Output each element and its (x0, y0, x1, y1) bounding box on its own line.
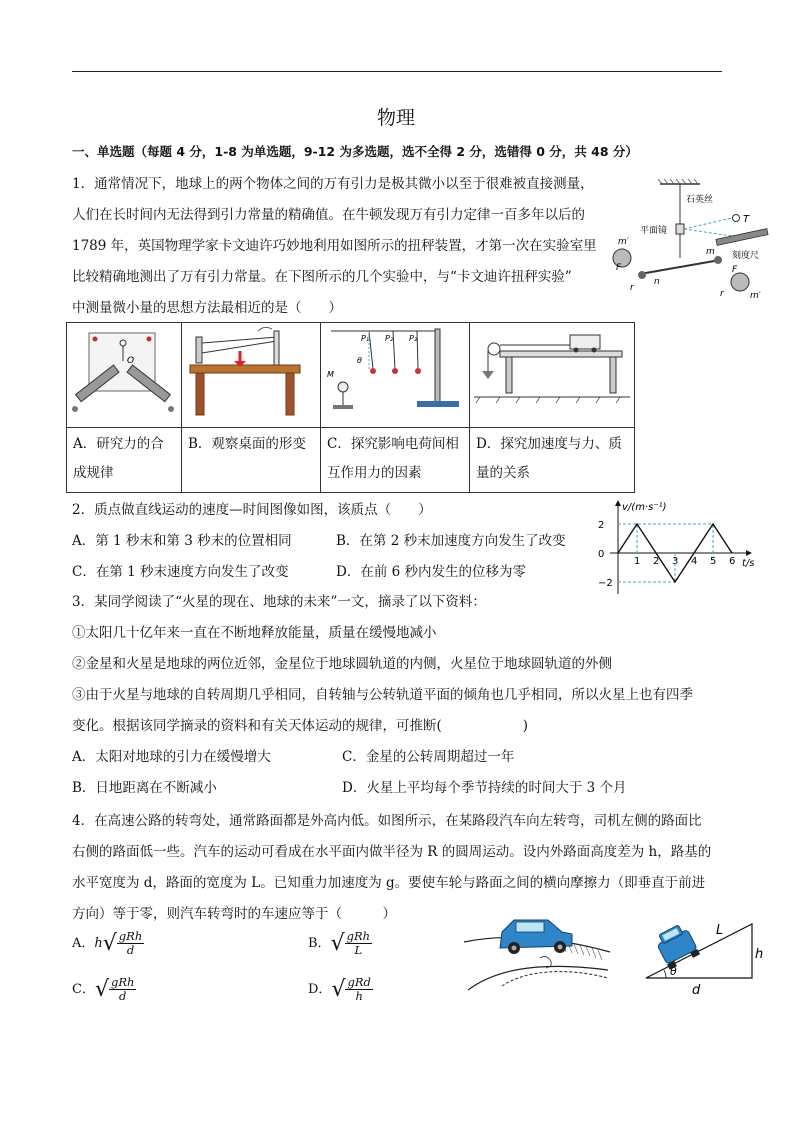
option-b[interactable]: B．日地距离在不断减小 (72, 780, 217, 796)
option-d[interactable]: D．火星上平均每个季节持续的时间大于 3 个月 (342, 780, 627, 796)
header-rule (72, 71, 722, 72)
experiment-d-picture (470, 323, 635, 428)
y-axis-label: v/(m·s⁻¹) (622, 502, 667, 513)
o-label: O (127, 356, 135, 366)
option-c[interactable]: C．金星的公转周期超过一年 (342, 749, 515, 765)
m-prime-label: m′ (750, 291, 761, 301)
r-label: r (720, 289, 724, 299)
t-label: T (743, 214, 750, 225)
m-label: M (327, 370, 334, 379)
f-label: F (616, 263, 622, 273)
p2-label: P₂ (385, 334, 394, 343)
velocity-time-chart (596, 498, 762, 600)
scale-label: 刻度尺 (732, 251, 760, 261)
q4-line: 方向）等于零，则汽车转弯时的车速应等于（ ） (72, 906, 396, 922)
torsion-balance-figure (612, 178, 772, 306)
p1-label: P₁ (361, 334, 370, 343)
experiment-table (66, 322, 635, 493)
option-c[interactable]: C．探究影响电荷间相互作用力的因素 (321, 428, 470, 493)
option-a[interactable]: A．太阳对地球的引力在缓慢增大 (72, 749, 271, 765)
page-title: 物理 (376, 107, 415, 129)
theta-label: θ (357, 356, 362, 365)
q3-line: ①太阳几十亿年来一直在不断地释放能量，质量在缓慢地减小 (72, 625, 437, 641)
q4-line: 4．在高速公路的转弯处，通常路面都是外高内低。如图所示，在某路段汽车向左转弯，司机左侧的路面比 (72, 813, 702, 829)
m-label: m (706, 247, 715, 257)
h-label: h (755, 947, 764, 962)
option-d[interactable]: D．探究加速度与力、质量的关系 (470, 428, 635, 493)
q4-line: 水平宽度为 d，路面的宽度为 L。已知重力加速度为 g。要使车轮与路面之间的横向摩擦力（即垂直于前进 (72, 875, 706, 891)
x-tick-label: 4 (691, 556, 698, 567)
m-prime-label: m′ (618, 237, 629, 247)
q1-line: 1．通常情况下，地球上的两个物体之间的万有引力是极其微小以至于很难被直接测量， (72, 176, 594, 192)
q1-line: 1789 年，英国物理学家卡文迪许巧妙地利用如图所示的扭秤装置，才第一次在实验室里 (72, 238, 597, 254)
option-c[interactable]: C．√ $\frac{\text{gRh}}{d}$ (72, 975, 135, 1003)
f-label: F (732, 265, 738, 275)
q3-line: 变化。根据该同学摘录的资料和有关天体运动的规律，可推断( ) (72, 718, 529, 734)
q2-stem: 2．质点做直线运动的速度—时间图像如图，该质点（ ） (72, 502, 432, 518)
banked-road-diagram (640, 912, 764, 998)
option-b[interactable]: B．√ $\frac{\text{gRh}}{L}$ (308, 929, 371, 957)
option-b[interactable]: B．在第 2 秒末加速度方向发生了改变 (336, 533, 566, 549)
experiment-a-picture (67, 323, 182, 428)
q1-line: 中测量微小量的思想方法最相近的是（ ） (72, 300, 342, 316)
q4-line: 右侧的路面低一些。汽车的运动可看成在水平面内做半径为 R 的圆周运动。设内外路面高度差为 h，路基的 (72, 844, 712, 860)
option-b[interactable]: B．观察桌面的形变 (182, 428, 321, 493)
q1-line: 人们在长时间内无法得到引力常量的精确值。在牛顿发现万有引力定律一百多年以后的 (72, 207, 585, 223)
q3-line: ②金星和火星是地球的两位近邻，金星位于地球圆轨道的内侧，火星位于地球圆轨道的外侧 (72, 656, 612, 672)
l-label: L (716, 923, 724, 938)
option-d[interactable]: D．√ $\frac{\text{gRd}}{h}$ (308, 975, 371, 1003)
d-label: d (692, 983, 701, 998)
r-label: r (630, 283, 634, 293)
y-tick-label: 0 (598, 549, 605, 560)
x-tick-label: 3 (672, 556, 679, 567)
x-tick-label: 6 (729, 556, 736, 567)
option-d[interactable]: D．在前 6 秒内发生的位移为零 (336, 564, 526, 580)
mirror-label: 平面镜 (640, 226, 668, 236)
q3-line: ③由于火星与地球的自转周期几乎相同，自转轴与公转轨道平面的倾角也几乎相同，所以火星上也有四季 (72, 687, 693, 703)
theta-label: θ (670, 965, 677, 978)
option-c[interactable]: C．在第 1 秒末速度方向发生了改变 (72, 564, 289, 580)
y-tick-label: 2 (598, 520, 605, 531)
y-tick-label: −2 (598, 578, 613, 589)
x-tick-label: 5 (710, 556, 717, 567)
quartz-label: 石英丝 (686, 195, 714, 205)
experiment-b-picture (182, 323, 321, 428)
q1-line: 比较精确地测出了万有引力常量。在下图所示的几个实验中，与“卡文迪许扭秤实验” (72, 269, 572, 285)
x-tick-label: 2 (653, 556, 660, 567)
p3-label: P₃ (409, 334, 418, 343)
experiment-c-picture (321, 323, 470, 428)
section-heading: 一、单选题（每题 4 分，1-8 为单选题，9-12 为多选题，选不全得 2 分，选错得 0 分，共 48 分） (72, 144, 638, 159)
x-tick-label: 1 (634, 556, 641, 567)
option-a[interactable]: A．研究力的合成规律 (67, 428, 182, 493)
n-label: n (654, 277, 660, 287)
option-a[interactable]: A．h√ $\frac{\text{gRh}}{d}$ (72, 929, 143, 957)
q3-line: 3．某同学阅读了“火星的现在、地球的未来”一文，摘录了以下资料： (72, 594, 486, 610)
car-turning-illustration (462, 912, 612, 994)
x-axis-label: t/s (742, 558, 755, 569)
option-a[interactable]: A．第 1 秒末和第 3 秒末的位置相同 (72, 533, 292, 549)
